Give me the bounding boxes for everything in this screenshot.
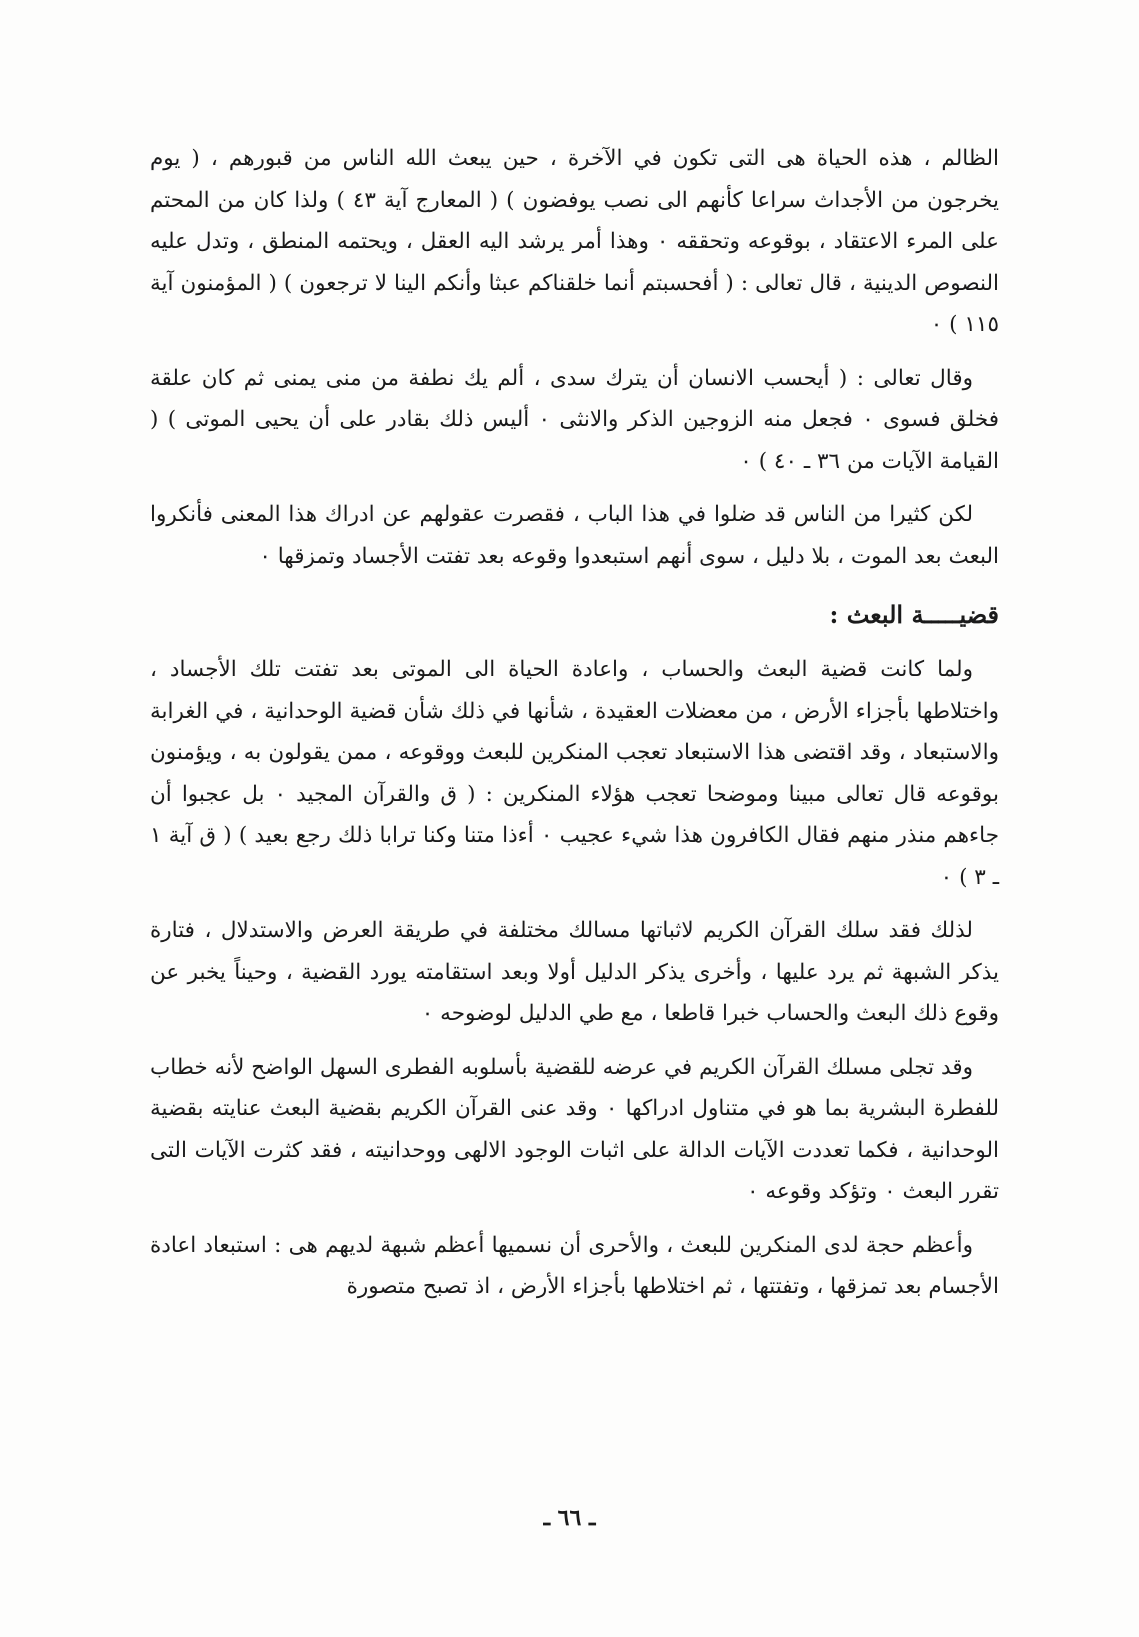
- paragraph-3: لكن كثيرا من الناس قد ضلوا في هذا الباب ، فقصرت عقولهم عن ادراك هذا المعنى فأنكروا البعث بعد الموت ، بلا دليل ، سوى أنهم استبعدوا وقوعه بعد تفتت الأجساد وتمزقها ٠: [150, 502, 999, 569]
- section-heading: قضيـــــة البعث :: [829, 600, 999, 629]
- paragraph-6: وقد تجلى مسلك القرآن الكريم في عرضه للقضية بأسلوبه الفطرى السهل الواضح لأنه خطاب للفطرة البشرية بما هو في متناول ادراكها ٠ وقد عنى القرآن الكريم بقضية البعث عنايته بقضية الوحدانية ، فكما تعددت الآيات الدالة على اثبات الوجود الالهى ووحدانيته ، فقد كثرت الآيات التى تقرر البعث ٠ وتؤكد وقوعه ٠: [150, 1054, 999, 1204]
- page-number: ـ ٦٦ ـ: [543, 1505, 596, 1531]
- paragraph-4: ولما كانت قضية البعث والحساب ، واعادة الحياة الى الموتى بعد تفتت تلك الأجساد ، واختلاطها بأجزاء الأرض ، من معضلات العقيدة ، شأنها في ذلك شأن قضية الوحدانية ، في الغرابة والاستبعاد ، وقد اقتضى هذا الاستبعاد تعجب المنكرين للبعث ووقوعه ، ممن يقولون به ، ويؤمنون بوقوعه قال تعالى مبينا وموضحا تعجب هؤلاء المنكرين : ( ق والقرآن المجيد ٠ بل عجبوا أن جاءهم منذر منهم فقال الكافرون هذا شيء عجيب ٠ أءذا متنا وكنا ترابا ذلك رجع بعيد ) ( ق آية ١ ـ ٣ ) ٠: [150, 657, 999, 890]
- paragraph-5: لذلك فقد سلك القرآن الكريم لاثباتها مسالك مختلفة في طريقة العرض والاستدلال ، فتارة يذكر الشبهة ثم يرد عليها ، وأخرى يذكر الدليل أولا وبعد استقامته يورد القضية ، وحيناً يخبر عن وقوع ذلك البعث والحساب خبرا قاطعا ، مع طي الدليل لوضوحه ٠: [150, 918, 999, 1026]
- paragraph-1: الظالم ، هذه الحياة هى التى تكون في الآخرة ، حين يبعث الله الناس من قبورهم ، ( يوم يخرجون من الأجداث سراعا كأنهم الى نصب يوفضون ) ( المعارج آية ٤٣ ) ولذا كان من المحتم على المرء الاعتقاد ، بوقوعه وتحققه ٠ وهذا أمر يرشد اليه العقل ، ويحتمه المنطق ، وتدل عليه النصوص الدينية ، قال تعالى : ( أفحسبتم أنما خلقناكم عبثا وأنكم الينا لا ترجعون ) ( المؤمنون آية ١١٥ ) ٠: [150, 146, 999, 337]
- paragraph-2: وقال تعالى : ( أيحسب الانسان أن يترك سدى ، ألم يك نطفة من منى يمنى ثم كان علقة فخلق فسوى ٠ فجعل منه الزوجين الذكر والانثى ٠ أليس ذلك بقادر على أن يحيى الموتى ) ( القيامة الآيات من ٣٦ ـ ٤٠ ) ٠: [150, 365, 999, 474]
- paragraph-7: وأعظم حجة لدى المنكرين للبعث ، والأحرى أن نسميها أعظم شبهة لديهم هى : استبعاد اعادة الأجسام بعد تمزقها ، وتفتتها ، ثم اختلاطها بأجزاء الأرض ، اذ تصبح متصورة: [150, 1232, 999, 1299]
- page-body: [150, 138, 999, 1320]
